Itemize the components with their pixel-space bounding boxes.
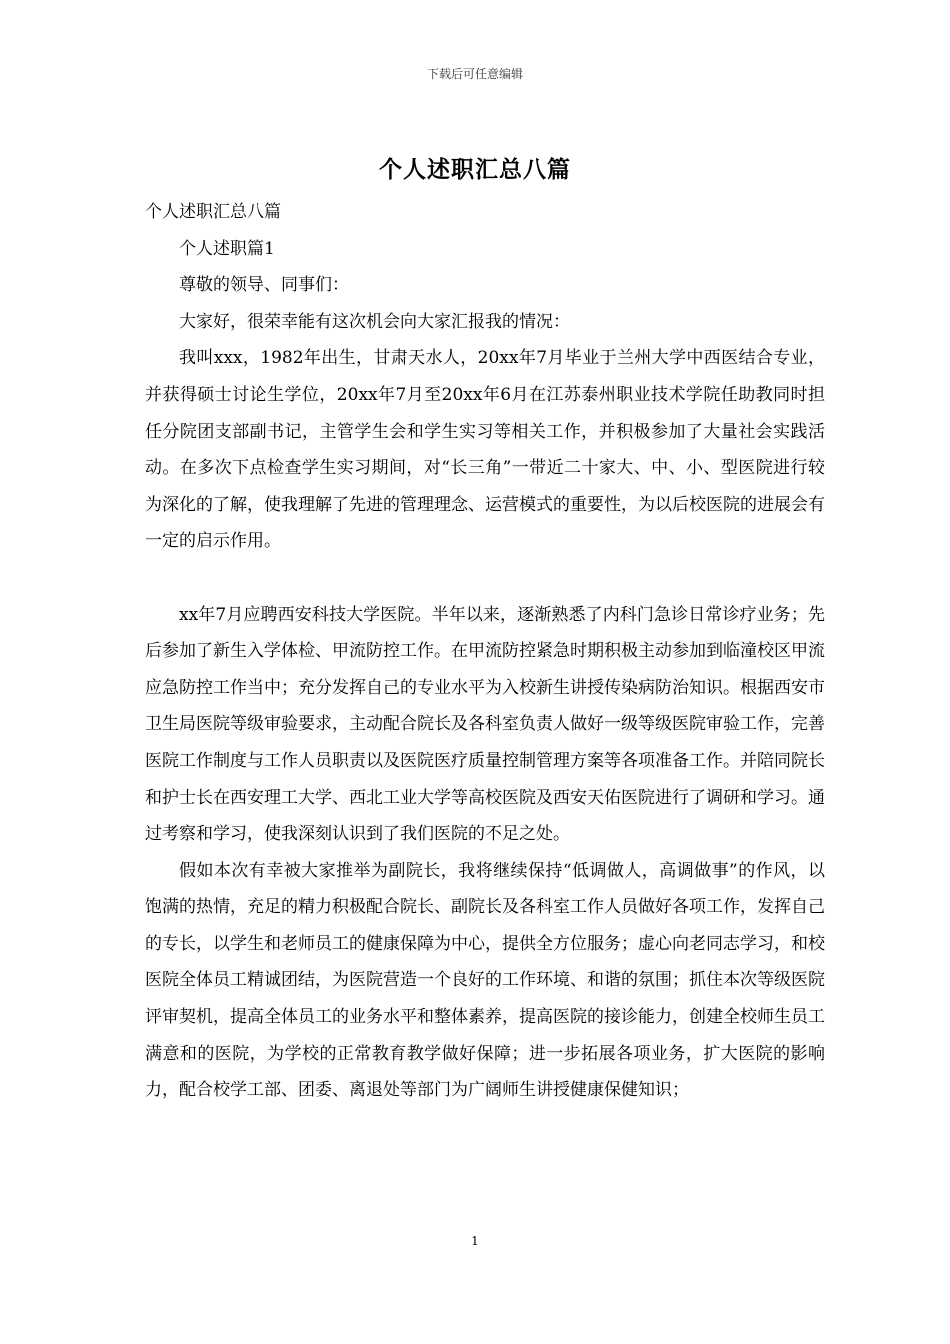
- paragraph-spacer: [145, 560, 825, 597]
- paragraph-experience: xx年7月应聘西安科技大学医院。半年以来，逐渐熟悉了内科门急诊日常诊疗业务；先后参加了新生入学体检、甲流防控工作。在甲流防控紧急时期积极主动参加到临潼校区甲流应急防控工作当中；充分发挥自己的专业水平为入校新生讲授传染病防治知识。根据西安市卫生局医院等级审验要求，主动配合院长及各科室负责人做好一级等级医院审验工作，完善医院工作制度与工作人员职责以及医院医疗质量控制管理方案等各项准备工作。并陪同院长和护士长在西安理工大学、西北工业大学等高校医院及西安天佑医院进行了调研和学习。通过考察和学习，使我深刻认识到了我们医院的不足之处。: [145, 604, 825, 845]
- paragraph-background: 我叫xxx，1982年出生，甘肃天水人，20xx年7月毕业于兰州大学中西医结合专业，并获得硕士讨论生学位，20xx年7月至20xx年6月在江苏泰州职业技术学院任助教同时担任分院团支部副书记，主管学生会和学生实习等相关工作，并积极参加了大量社会实践活动。在多次下点检查学生实习期间，对“长三角”一带近二十家大、中、小、型医院进行较为深化的了解，使我理解了先进的管理理念、运营模式的重要性，为以后校医院的进展会有一定的启示作用。: [145, 348, 825, 552]
- document-body: [145, 194, 825, 1109]
- paragraph-salutation: 尊敬的领导、同事们：: [179, 275, 349, 296]
- paragraph-plan: 假如本次有幸被大家推举为副院长，我将继续保持“低调做人，高调做事”的作风，以饱满的热情，充足的精力积极配合院长、副院长及各科室工作人员做好各项工作，发挥自己的专长，以学生和老师员工的健康保障为中心，提供全方位服务；虚心向老同志学习，和校医院全体员工精诚团结，为医院营造一个良好的工作环境、和谐的氛围；抓住本次等级医院评审契机，提高全体员工的业务水平和整体素养，提高医院的接诊能力，创建全校师生员工满意和的医院，为学校的正常教育教学做好保障；进一步拓展各项业务，扩大医院的影响力，配合校学工部、团委、离退处等部门为广阔师生讲授健康保健知识；: [145, 860, 825, 1101]
- paragraph-section-heading: 个人述职篇1: [179, 238, 275, 259]
- document-title: 个人述职汇总八篇: [379, 156, 571, 183]
- page-header-note: 下载后可任意编辑: [426, 67, 523, 81]
- page-number: 1: [471, 1234, 479, 1248]
- paragraph-subtitle: 个人述职汇总八篇: [145, 202, 281, 222]
- paragraph-greeting: 大家好，很荣幸能有这次机会向大家汇报我的情况：: [179, 311, 570, 332]
